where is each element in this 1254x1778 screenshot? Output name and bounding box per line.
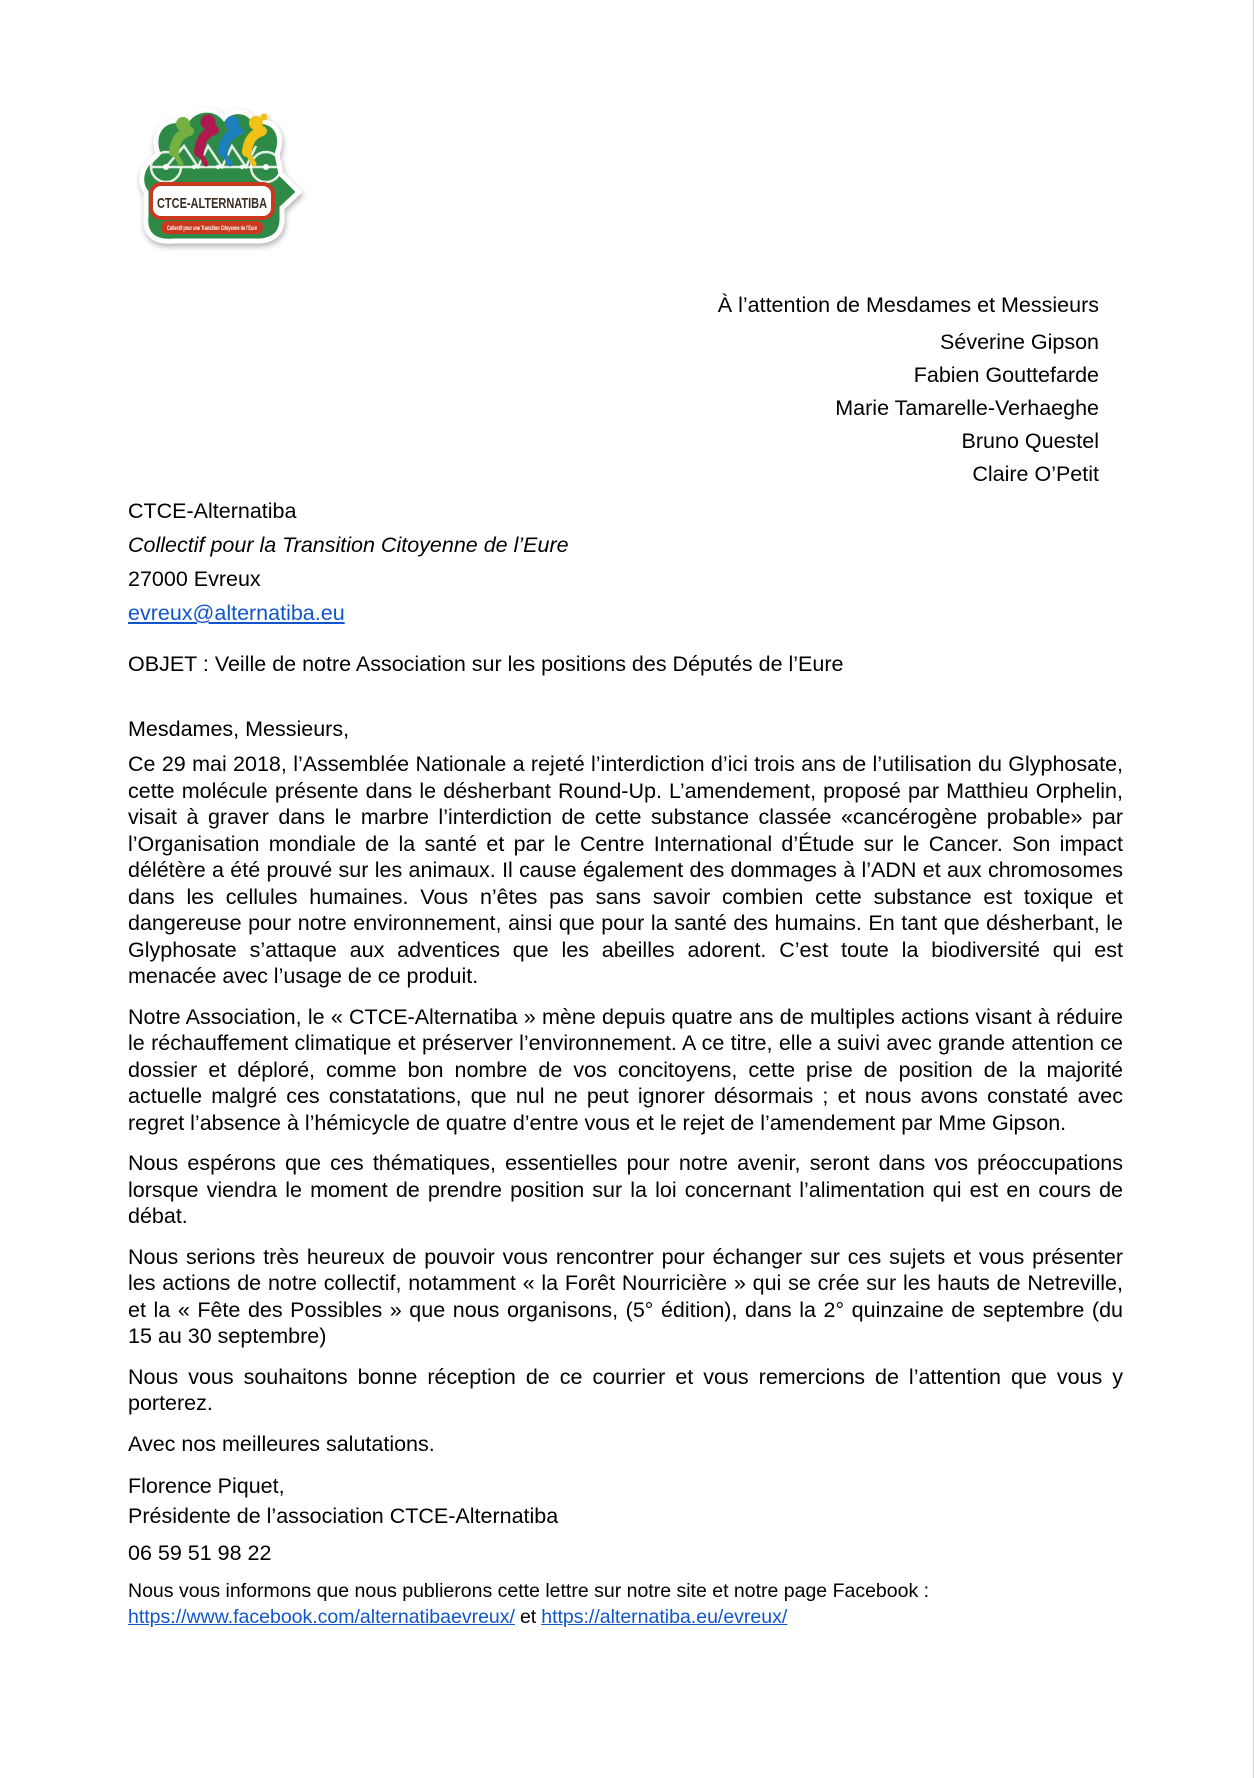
logo-graphic [128, 96, 306, 246]
body-paragraph: Ce 29 mai 2018, l’Assemblée Nationale a rejeté l’interdiction d’ici trois ans de l’utilisation du Glyphosate, cette molécule présente dans le désherbant Round-Up. L’amendement, proposé par Matthieu Orphelin, visait à graver dans le marbre l’interdiction de cette substance classée «cancérogène probable» par l’Organisation mondiale de la santé et par le Centre International d’Étude sur le Cancer. Son impact délétère a été prouvé sur les animaux. Il cause également des dommages à l’ADN et aux chromosomes dans les cellules humaines. Vous n’êtes pas sans savoir combien cette substance est toxique et dangereuse pour notre environnement, ainsi que pour la santé des humains. En tant que désherbant, le Glyphosate s’attaque aux adventices que les abeilles adorent. C’est toute la biodiversité qui est menacée avec l’usage de ce produit. [128, 752, 1123, 988]
website-link[interactable]: https://alternatiba.eu/evreux/ [541, 1605, 788, 1628]
publication-note-text: Nous vous informons que nous publierons cette lettre sur notre site et notre page Facebook : [128, 1579, 930, 1602]
recipient-name: Marie Tamarelle-Verhaeghe [835, 396, 1099, 420]
subject-line: OBJET : Veille de notre Association sur les positions des Députés de l’Eure [128, 652, 844, 676]
closing-salutation: Avec nos meilleures salutations. [128, 1431, 435, 1456]
body-paragraph: Notre Association, le « CTCE-Alternatiba » mène depuis quatre ans de multiples actions visant à réduire le réchauffement climatique et préserver l’environnement. A ce titre, elle a suivi avec grande attention ce dossier et déploré, comme bon nombre de vos concitoyens, cette prise de position de la majorité actuelle malgré ces constatations, que nul ne peut ignorer désormais ; et nous avons constaté avec regret l’absence à l’hémicycle de quatre d’entre vous et le rejet de l’amendement par Mme Gipson. [128, 1004, 1123, 1135]
signature-role: Présidente de l’association CTCE-Alternatiba [128, 1504, 559, 1528]
sender-block [128, 494, 1123, 630]
ctce-alternatiba-logo [128, 96, 306, 246]
logo-title: CTCE-ALTERNATIBA [157, 195, 268, 212]
sender-email-link[interactable]: evreux@alternatiba.eu [128, 601, 345, 625]
link-connector: et [519, 1605, 537, 1628]
signature-name: Florence Piquet, [128, 1474, 285, 1498]
body-paragraph: Nous espérons que ces thématiques, essentielles pour notre avenir, seront dans vos préoccupations lorsque viendra le moment de prendre position sur la loi concernant l’alimentation qui est en cours de débat. [128, 1151, 1123, 1228]
sender-org: CTCE-Alternatiba [128, 499, 297, 523]
body-paragraph: Nous serions très heureux de pouvoir vous rencontrer pour échanger sur ces sujets et vous présenter les actions de notre collectif, notamment « la Forêt Nourricière » qui se crée sur les hauts de Netreville, et la « Fête des Possibles » que nous organisons, (5° édition), dans la 2° quinzaine de septembre (du 15 au 30 septembre) [128, 1244, 1123, 1348]
publication-note [128, 1578, 1123, 1630]
sender-city: 27000 Evreux [128, 567, 261, 591]
recipient-block [128, 292, 1123, 491]
recipient-name: Claire O’Petit [972, 462, 1099, 486]
salutation: Mesdames, Messieurs, [128, 716, 350, 741]
publication-links [128, 1604, 1123, 1630]
attention-line: À l’attention de Mesdames et Messieurs [717, 293, 1099, 317]
signature-phone: 06 59 51 98 22 [128, 1541, 272, 1565]
recipient-name: Bruno Questel [961, 429, 1099, 453]
recipient-name: Fabien Gouttefarde [913, 363, 1099, 387]
sender-subtitle: Collectif pour la Transition Citoyenne de l’Eure [128, 533, 569, 557]
recipient-name: Séverine Gipson [940, 330, 1099, 354]
signature-block [128, 1471, 1123, 1531]
body-paragraph: Nous vous souhaitons bonne réception de ce courrier et vous remercions de l’attention que vous y porterez. [128, 1364, 1123, 1415]
letter-content [128, 0, 1123, 1630]
facebook-link[interactable]: https://www.facebook.com/alternatibaevreux/ [128, 1605, 515, 1628]
logo-subtitle: Collectif pour une Transition Citoyenne de l’Eure [167, 226, 258, 232]
